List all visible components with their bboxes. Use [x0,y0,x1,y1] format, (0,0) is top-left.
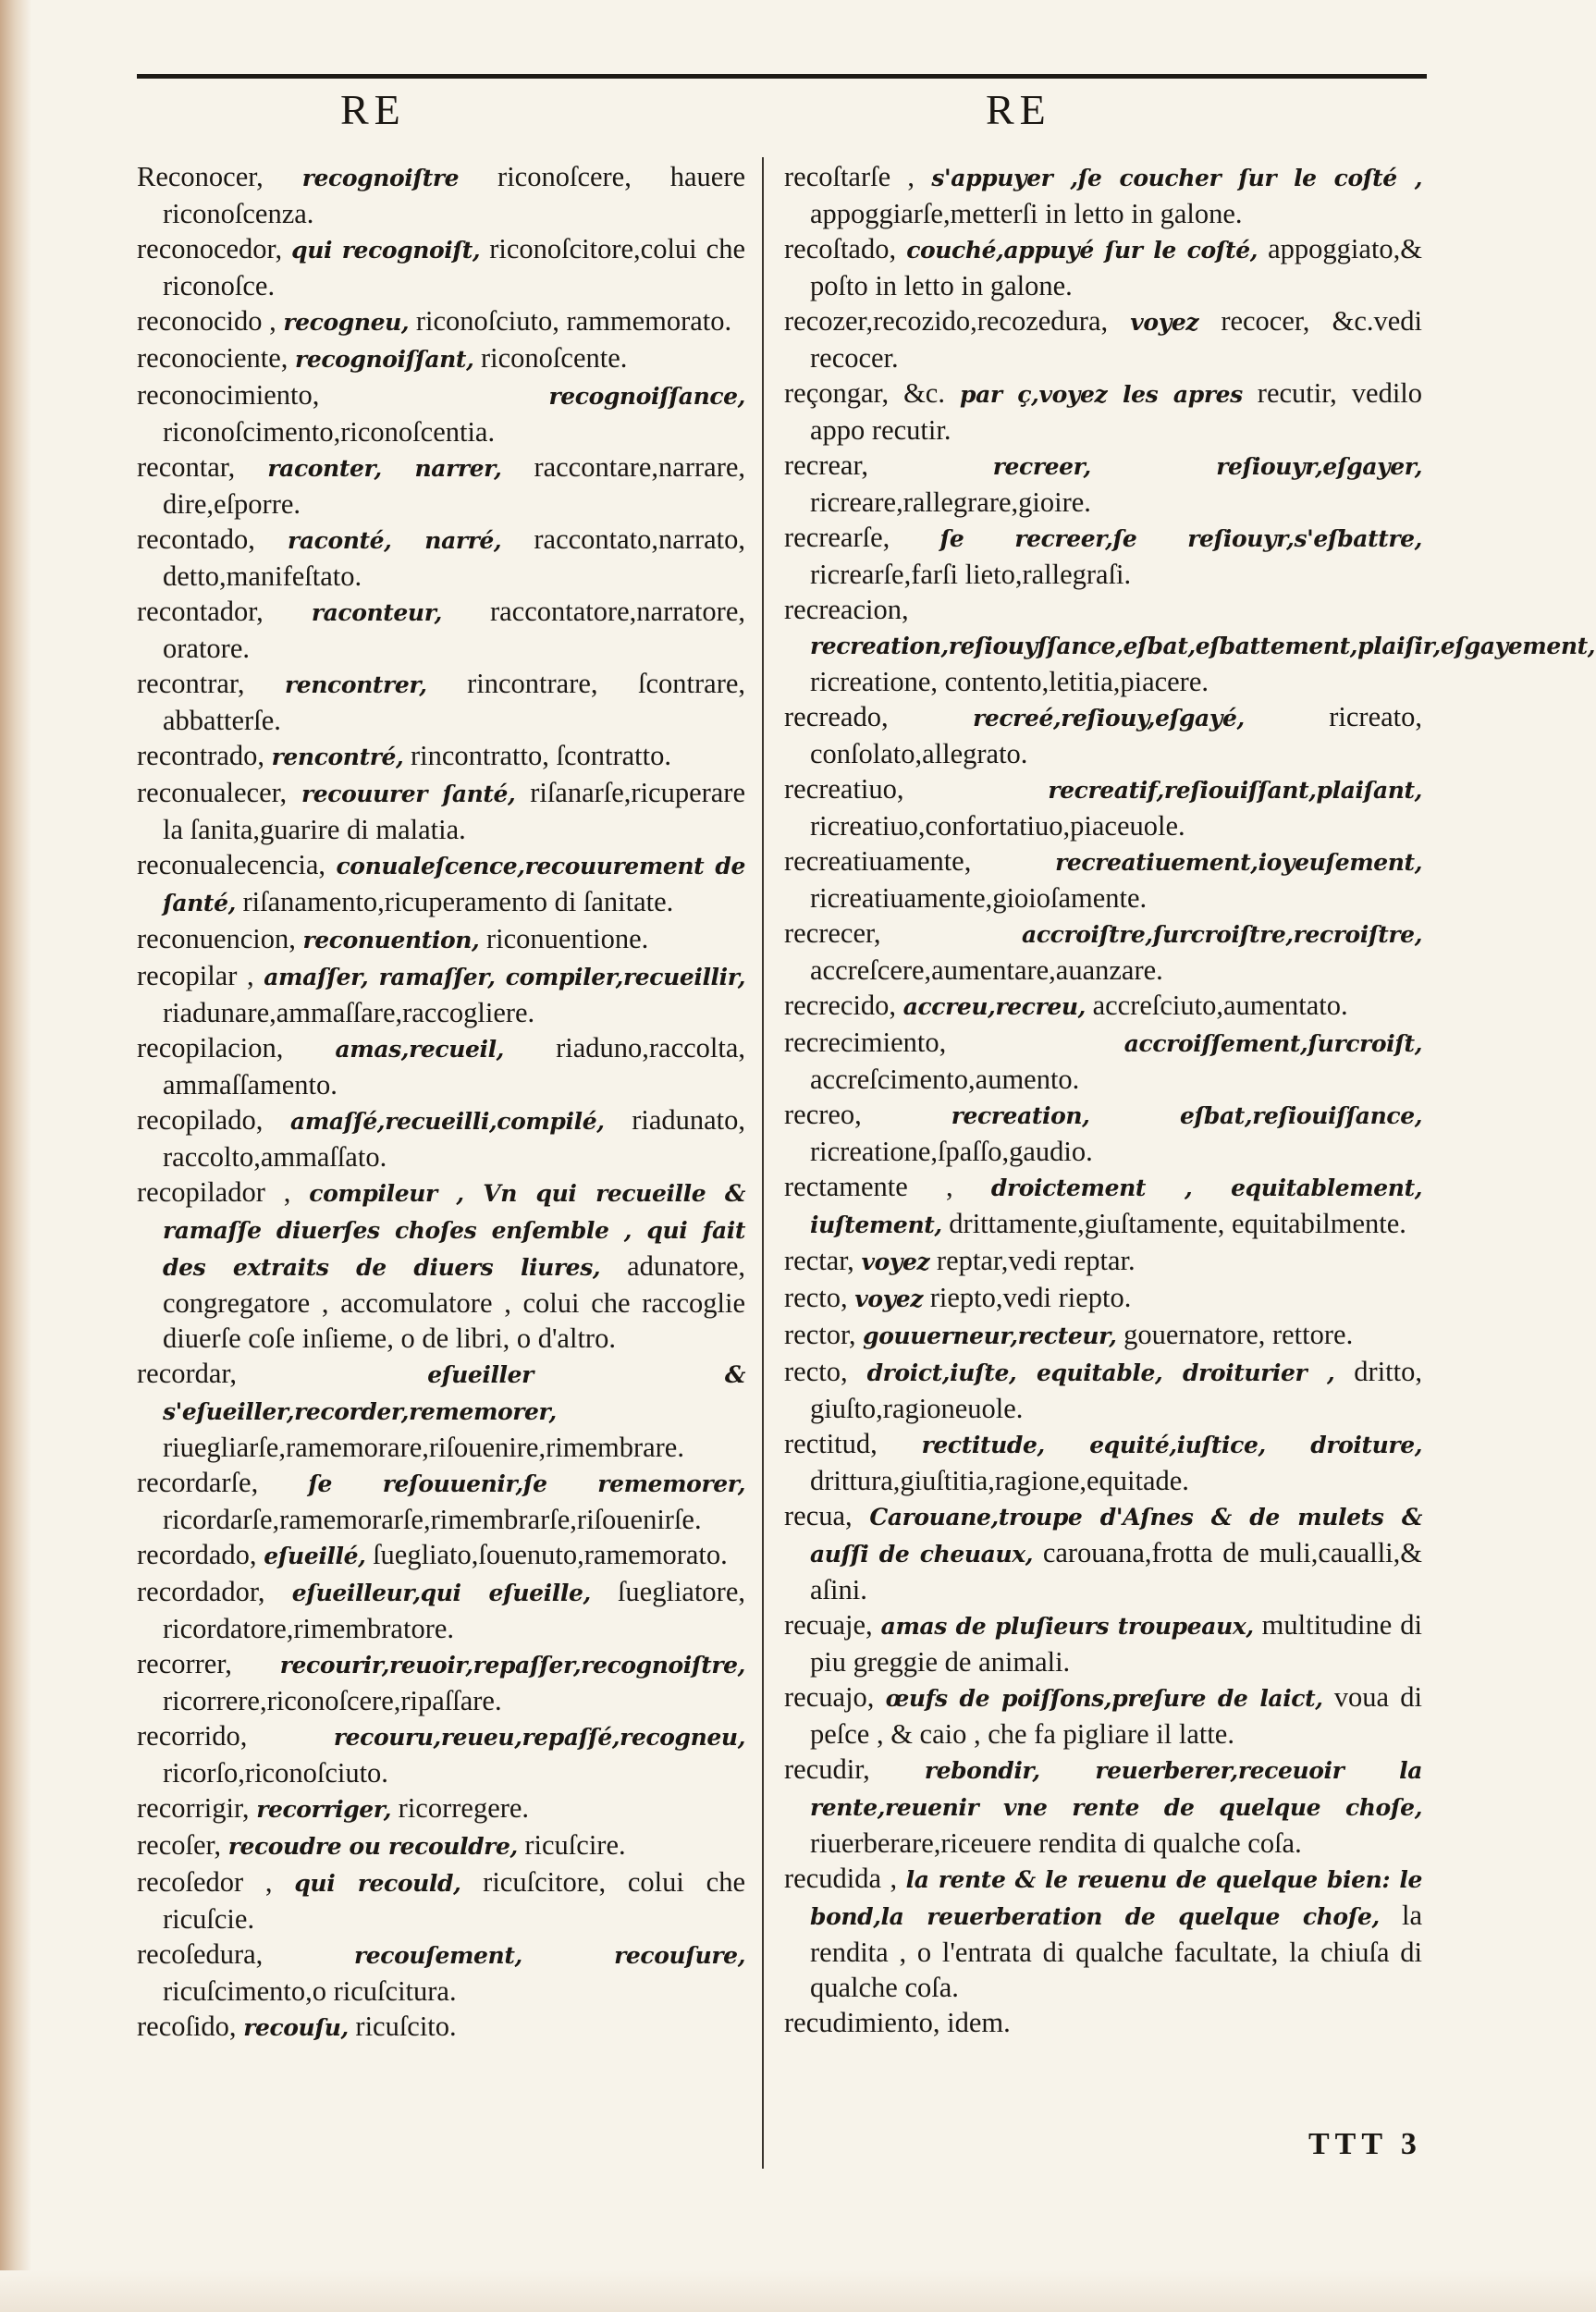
dictionary-entry [137,449,745,522]
entry-headword: recorrido, [137,1720,248,1752]
entry-french-gloss: couché,appuyé ſur le coſté, [906,237,1258,264]
entry-headword: recreatiuamente, [784,845,972,877]
dictionary-entry [137,1356,745,1465]
entry-italian-gloss: ſuegliatore, ricordatore,rimembratore. [163,1576,745,1644]
entry-french-gloss: voyez [854,1285,924,1312]
entry-headword: Reconocer, [137,161,264,192]
entry-headword: recordar, [137,1358,237,1389]
entry-headword: recreatiuo, [784,773,904,805]
entry-french-gloss: amaſſer, ramaſſer, compiler,recueillir, [264,964,746,990]
entry-headword: recoſedor , [137,1866,273,1898]
column-divider [762,157,764,2169]
entry-italian-gloss: riconoſcente. [481,342,628,374]
entry-italian-gloss: reptar,vedi reptar. [936,1245,1136,1276]
entry-french-gloss: eſueillé, [264,1543,366,1569]
entry-french-gloss: amas de pluſieurs troupeaux, [880,1613,1254,1640]
entry-italian-gloss: recocer, &c.vedi recocer. [810,305,1422,374]
entry-italian-gloss: ricreatiuamente,gioioſamente. [810,882,1148,914]
entry-headword: recudida , [784,1863,898,1894]
entry-headword: reconocimiento, [137,379,320,411]
entry-french-gloss: conualeſcence,recouurement de ſanté, [163,853,745,916]
entry-headword: recreo, [784,1099,862,1130]
entry-italian-gloss: raccontare,narrare, dire,eſporre. [163,451,746,520]
dictionary-entry [784,1280,1422,1317]
entry-italian-gloss: ricuſcito. [355,2011,457,2042]
entry-french-gloss: recreé,reſiouy,eſgayé, [973,705,1245,732]
dictionary-entry [784,1317,1422,1354]
dictionary-entry [137,1030,745,1102]
entry-italian-gloss: ricorſo,riconoſciuto. [163,1757,388,1789]
entry-italian-gloss: raccontatore,narratore, oratore. [163,596,745,664]
entry-french-gloss: recreer, reſiouyr,eſgayer, [992,453,1423,480]
entry-french-gloss: recreatif,reſiouiſſant,plaiſant, [1048,777,1422,804]
dictionary-entry [137,522,745,594]
entry-french-gloss: ſe reſouuenir,ſe rememorer, [308,1470,745,1497]
entry-french-gloss: accroiſſement,ſurcroiſt, [1123,1030,1422,1057]
dictionary-entry [784,231,1422,303]
entry-italian-gloss: ricreare,rallegrare,gioire. [810,486,1091,518]
header-rule [137,74,1427,79]
entry-headword: recoſtarſe , [784,161,915,192]
entry-italian-gloss: gouernatore, rettore. [1123,1319,1354,1350]
entry-headword: recorrer, [137,1648,232,1679]
entry-italian-gloss: ricorregere. [398,1792,530,1824]
dictionary-entry [784,1607,1422,1679]
dictionary-entry [137,1718,745,1790]
dictionary-entry [137,1465,745,1537]
entry-headword: recopilado, [137,1104,264,1136]
dictionary-entry [137,775,745,847]
dictionary-entry [784,303,1422,375]
entry-headword: recozer,recozido,recozedura, [784,305,1109,337]
entry-italian-gloss: riuerberare,riceuere rendita di qualche coſa. [810,1827,1302,1859]
dictionary-entry [137,231,745,303]
dictionary-entry [137,666,745,738]
entry-italian-gloss: riadunato, raccolto,ammaſſato. [163,1104,746,1173]
entry-french-gloss: rebondir, reuerberer,receuoir la rente,reuenir vne rente de quelque choſe, [810,1757,1422,1821]
entry-italian-gloss: ricreatione,ſpaſſo,gaudio. [810,1136,1093,1167]
entry-french-gloss: qui recould, [294,1870,461,1897]
entry-headword: recudir, [784,1753,870,1785]
dictionary-entry [784,1679,1422,1752]
entry-italian-gloss: rincontrare, ſcontrare, abbatterſe. [163,668,746,736]
entry-headword: reconualecer, [137,777,288,808]
entry-headword: recontrar, [137,668,245,699]
dictionary-entry [137,1174,745,1356]
dictionary-entry [784,988,1422,1025]
left-column [137,159,745,2046]
entry-italian-gloss: ricrearſe,farſi lieto,rallegraſi. [810,559,1132,590]
entry-italian-gloss: riſanarſe,ricuperare la ſanita,guarire di malatia. [163,777,746,845]
entry-french-gloss: amaſſé,recueilli,compilé, [290,1108,605,1135]
entry-italian-gloss: riconoſcitore,colui che riconoſce. [163,233,745,301]
dictionary-entry [137,958,745,1030]
entry-french-gloss: raconter, narrer, [267,455,502,482]
entry-italian-gloss: carouana,frotta de muli,caualli,& aſini. [810,1537,1423,1605]
dictionary-entry [137,1937,745,2009]
entry-french-gloss: accreu,recreu, [902,993,1086,1020]
entry-italian-gloss: idem. [947,2007,1011,2038]
entry-italian-gloss: ricordarſe,ramemorarſe,rimembrarſe,riſouenirſe. [163,1504,702,1535]
dictionary-entry [784,1097,1422,1169]
entry-french-gloss: recoudre ou recouldre, [227,1833,518,1860]
entry-headword: recrecido, [784,990,897,1021]
entry-headword: recontar, [137,451,236,483]
entry-italian-gloss: ricorrere,riconoſcere,ripaſſare. [163,1685,502,1716]
entry-italian-gloss: ricuſcitore, colui che ricuſcie. [163,1866,745,1935]
dictionary-entry [137,1102,745,1174]
entry-french-gloss: recorriger, [256,1796,392,1823]
entry-headword: reconualecencia, [137,849,326,880]
dictionary-entry [137,1790,745,1827]
dictionary-entry [784,916,1422,988]
entry-italian-gloss: accreſciuto,aumentato. [1092,990,1348,1021]
page-binding-edge [0,0,31,2312]
entry-headword: recopilar , [137,960,254,991]
dictionary-entry [137,594,745,666]
entry-headword: rectamente , [784,1171,953,1202]
dictionary-entry [137,2009,745,2046]
entry-italian-gloss: riconuentione. [485,923,649,954]
entry-headword: recrecer, [784,917,881,949]
entry-italian-gloss: dritto, giuſto,ragioneuole. [810,1356,1423,1424]
entry-french-gloss: s'appuyer ,ſe coucher ſur le coſté , [931,165,1423,191]
entry-headword: recopilacion, [137,1032,284,1064]
entry-french-gloss: recreation, eſbat,reſiouiſſance, [951,1102,1422,1129]
right-column [784,159,1596,2040]
entry-french-gloss: droictement , equitablement, iuſtement, [810,1174,1423,1238]
entry-headword: recudimiento, [784,2007,940,2038]
entry-italian-gloss: multitudine di piu greggie de animali. [810,1609,1423,1678]
entry-headword: recordarſe, [137,1467,259,1498]
dictionary-entry [784,1861,1422,2005]
entry-french-gloss: eſueiller & s'eſueiller,recorder,rememorer, [163,1361,745,1425]
entry-italian-gloss: appoggiarſe,metterſi in letto in galone. [810,198,1243,229]
entry-french-gloss: voyez [861,1248,930,1275]
entry-headword: recrearſe, [784,522,890,553]
entry-french-gloss: rencontrer, [284,671,427,698]
dictionary-entry [137,1646,745,1718]
dictionary-entry [784,2005,1422,2040]
entry-italian-gloss: riadunare,ammaſſare,raccogliere. [163,997,535,1028]
dictionary-entry [137,377,745,449]
dictionary-entry [784,159,1422,231]
entry-italian-gloss: drittamente,giuſtamente, equitabilmente. [949,1208,1406,1239]
entry-italian-gloss: riuegliarſe,ramemorare,riſouenire,rimembrare. [163,1432,684,1463]
dictionary-entry [784,592,1596,699]
dictionary-entry [784,843,1422,916]
dictionary-entry [784,1354,1422,1426]
dictionary-entry [784,1426,1422,1498]
dictionary-entry [137,921,745,958]
dictionary-entry [137,738,745,775]
entry-headword: recuajo, [784,1681,875,1713]
entry-italian-gloss: la rendita , o l'entrata di qualche facultate, la chiuſa di qualche coſa. [810,1900,1422,2003]
entry-french-gloss: qui recognoiſt, [291,237,481,264]
dictionary-entry [137,1827,745,1864]
entry-french-gloss: gouuerneur,recteur, [863,1322,1117,1349]
entry-headword: reconocido , [137,305,276,337]
entry-italian-gloss: ricuſcire. [524,1829,626,1861]
entry-french-gloss: par ç,voyez les apres [960,381,1243,408]
dictionary-entry [784,771,1422,843]
dictionary-entry [137,1864,745,1937]
dictionary-entry [137,159,745,231]
entry-italian-gloss: accreſcimento,aumento. [810,1064,1080,1095]
entry-french-gloss: recouurer ſanté, [301,781,516,807]
page-bottom-shade [0,2270,1596,2312]
entry-french-gloss: recouſement, recouſure, [353,1942,745,1969]
entry-italian-gloss: voua di peſce , & caio , che fa pigliare il latte. [810,1681,1423,1750]
entry-headword: recrecimiento, [784,1027,947,1058]
dictionary-entry [784,1025,1422,1097]
entry-headword: recoſtado, [784,233,897,264]
running-head-right: RE [986,86,1051,133]
entry-french-gloss: la rente & le reuenu de quelque bien: le bond,la reuerberation de quelque choſe, [810,1866,1422,1930]
entry-headword: recordador, [137,1576,265,1607]
dictionary-entry [137,303,745,340]
entry-french-gloss: raconté, narré, [288,527,502,554]
entry-headword: recreado, [784,701,889,732]
entry-italian-gloss: riſanamento,ricuperamento di ſanitate. [242,886,674,917]
entry-headword: reconocedor, [137,233,283,264]
dictionary-entry [784,699,1422,771]
entry-french-gloss: accroiſtre,ſurcroiſtre,recroiſtre, [1022,921,1422,948]
dictionary-entry [784,1498,1422,1607]
entry-italian-gloss: ricreato, conſolato,allegrato. [810,701,1422,769]
dictionary-entry [784,375,1422,448]
entry-italian-gloss: ricreatione, contento,letitia,piacere. [810,666,1209,697]
entry-headword: recto, [784,1356,848,1387]
entry-french-gloss: œufs de poiſſons,preſure de laict, [885,1685,1323,1712]
entry-italian-gloss: recutir, vedilo appo recutir. [810,377,1423,446]
entry-french-gloss: recreation,reſiouyſſance,eſbat,eſbattement,plaiſir,eſgayement, [810,633,1596,659]
entry-french-gloss: recouru,reueu,repaſſé,recogneu, [333,1724,745,1751]
entry-italian-gloss: riconoſciuto, rammemorato. [415,305,732,337]
entry-french-gloss: ſe recreer,ſe reſiouyr,s'eſbattre, [939,525,1422,552]
entry-headword: reçongar, &c. [784,377,945,409]
entry-french-gloss: recreatiuement,ioyeuſement, [1055,849,1422,876]
entry-headword: recoſido, [137,2011,237,2042]
entry-french-gloss: reconuention, [302,927,480,953]
entry-headword: reconuencion, [137,923,296,954]
entry-french-gloss: compileur , Vn qui recueille & ramaſſe diuerſes choſes enſemble , qui fait des extraits de diuers liures, [163,1180,745,1281]
entry-italian-gloss: appoggiato,& poſto in letto in galone. [810,233,1423,301]
entry-french-gloss: raconteur, [311,599,442,626]
dictionary-entry [137,1574,745,1646]
entry-italian-gloss: ſuegliato,ſouenuto,ramemorato. [373,1539,728,1570]
dictionary-entry [784,520,1422,592]
entry-headword: rector, [784,1319,856,1350]
entry-headword: rectitud, [784,1428,878,1459]
entry-headword: recorrigir, [137,1792,250,1824]
dictionary-entry [137,340,745,377]
entry-italian-gloss: drittura,giuſtitia,ragione,equitade. [810,1465,1189,1496]
entry-headword: recontador, [137,596,264,627]
entry-italian-gloss: riaduno,raccolta, ammaſſamento. [163,1032,746,1101]
entry-italian-gloss: adunatore, congregatore , accomulatore , colui che raccoglie diuerſe coſe inſieme, o de libri, o d'altro. [163,1250,746,1354]
entry-headword: recreacion, [784,594,909,625]
entry-headword: recoſer, [137,1829,222,1861]
entry-headword: recua, [784,1500,853,1531]
entry-french-gloss: rectitude, equité,iuſtice, droiture, [921,1432,1423,1458]
entry-french-gloss: Carouane,troupe d'Aſnes & de mulets & auſſi de cheuaux, [810,1504,1423,1568]
entry-italian-gloss: ricuſcimento,o ricuſcitura. [163,1975,457,2007]
entry-headword: rectar, [784,1245,854,1276]
entry-french-gloss: recouſu, [243,2014,349,2041]
entry-french-gloss: recognoiſſance, [548,383,745,410]
entry-headword: recordado, [137,1539,257,1570]
entry-french-gloss: recognoiſtre [301,165,460,191]
dictionary-entry [784,1752,1422,1861]
entry-headword: recontado, [137,523,255,555]
entry-italian-gloss: rincontratto, ſcontratto. [410,740,671,771]
entry-french-gloss: amas,recueil, [335,1036,504,1063]
entry-italian-gloss: riconoſcere, hauere riconoſcenza. [163,161,746,229]
entry-headword: recontrado, [137,740,265,771]
entry-italian-gloss: riconoſcimento,riconoſcentia. [163,416,496,448]
entry-french-gloss: rencontré, [271,744,404,770]
entry-headword: recto, [784,1282,848,1313]
entry-french-gloss: eſueilleur,qui eſueille, [291,1580,591,1606]
entry-headword: recoſedura, [137,1938,264,1970]
entry-italian-gloss: ricreatiuo,confortatiuo,piaceuole. [810,810,1185,842]
entry-italian-gloss: riepto,vedi riepto. [929,1282,1132,1313]
running-head-left: RE [340,86,406,133]
entry-french-gloss: recognoiſſant, [295,346,474,373]
entry-headword: recuaje, [784,1609,873,1641]
dictionary-entry [784,1243,1422,1280]
entry-french-gloss: recogneu, [283,309,410,336]
entry-italian-gloss: raccontato,narrato, detto,manifeſtato. [163,523,746,592]
entry-french-gloss: voyez [1130,309,1199,336]
dictionary-entry [784,1169,1422,1243]
dictionary-entry [784,448,1422,520]
entry-french-gloss: droict,iuſte, equitable, droiturier , [866,1359,1335,1386]
dictionary-entry [137,847,745,921]
entry-italian-gloss: accreſcere,aumentare,auanzare. [810,954,1163,986]
entry-headword: recrear, [784,449,869,481]
dictionary-entry [137,1537,745,1574]
signature-mark: TTT 3 [1308,2127,1422,2161]
entry-headword: recopilador , [137,1176,291,1208]
entry-headword: reconociente, [137,342,289,374]
entry-french-gloss: recourir,reuoir,repaſſer,recognoiſtre, [279,1652,745,1679]
